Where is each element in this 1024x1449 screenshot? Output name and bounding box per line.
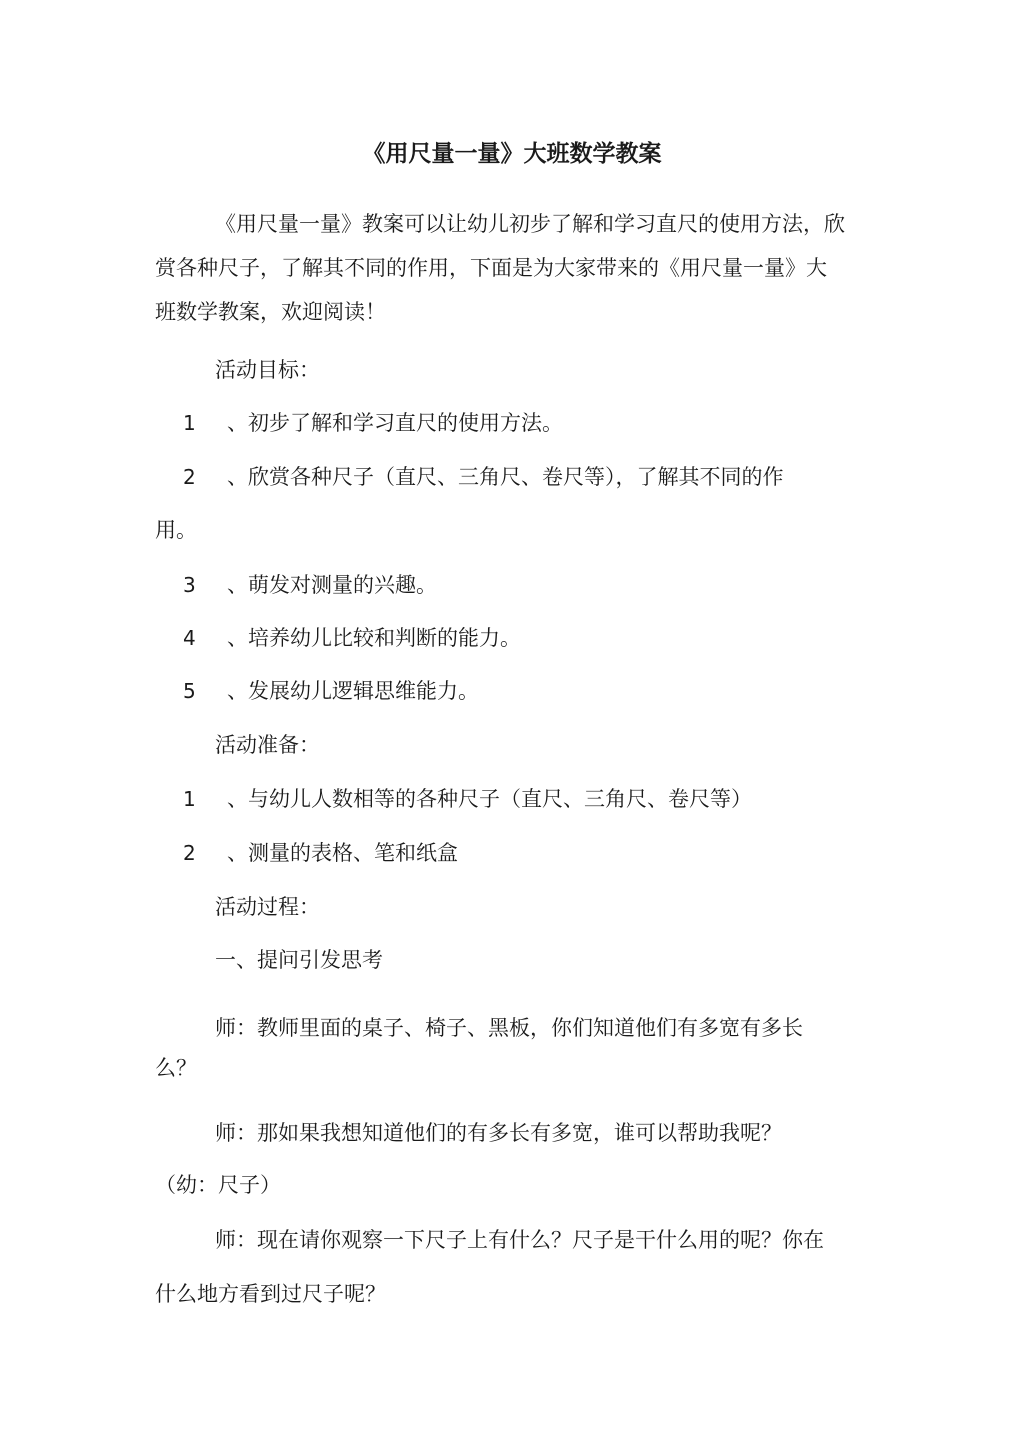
goal-item [183, 408, 563, 438]
prep-text: 、与幼儿人数相等的各种尺子（直尺、三角尺、卷尺等） [227, 787, 752, 811]
document-title: 《用尺量一量》大班数学教案 [362, 140, 662, 167]
goal-text: 、发展幼儿逻辑思维能力。 [227, 679, 479, 703]
goals-heading: 活动目标： [215, 358, 320, 382]
dialogue-paragraph: 师：教师里面的桌子、椅子、黑板，你们知道他们有多宽有多长么？ [155, 1016, 803, 1080]
goal-item [183, 676, 479, 706]
prep-item [183, 784, 752, 814]
goal-text: 、初步了解和学习直尺的使用方法。 [227, 411, 563, 435]
prep-text: 、测量的表格、笔和纸盒 [227, 841, 458, 865]
dialogue-paragraph: 师：那如果我想知道他们的有多长有多宽，谁可以帮助我呢？（幼：尺子） [155, 1121, 782, 1197]
prep-number: 1 [183, 787, 196, 811]
prep-number: 2 [183, 841, 196, 865]
section-heading: 一、提问引发思考 [215, 948, 383, 972]
intro-paragraph: 《用尺量一量》教案可以让幼儿初步了解和学习直尺的使用方法，欣赏各种尺子，了解其不同的作用，下面是为大家带来的《用尺量一量》大班数学教案，欢迎阅读！ [155, 212, 845, 324]
goal-text: 、欣赏各种尺子（直尺、三角尺、卷尺等），了解其不同的作 [227, 465, 784, 489]
goal-item [183, 623, 521, 653]
goal-text-continuation: 用。 [155, 518, 197, 542]
goal-number: 3 [183, 573, 196, 597]
process-heading: 活动过程： [215, 895, 320, 919]
goal-number: 2 [183, 465, 196, 489]
goal-item [183, 462, 784, 492]
goal-text: 、萌发对测量的兴趣。 [227, 573, 437, 597]
goal-number: 4 [183, 626, 196, 650]
goal-text: 、培养幼儿比较和判断的能力。 [227, 626, 521, 650]
goal-number: 1 [183, 411, 196, 435]
prep-heading: 活动准备： [215, 733, 320, 757]
dialogue-paragraph: 师：现在请你观察一下尺子上有什么？尺子是干什么用的呢？你在什么地方看到过尺子呢？ [155, 1228, 824, 1306]
goal-number: 5 [183, 679, 196, 703]
prep-item [183, 838, 458, 868]
goal-item [183, 570, 437, 600]
